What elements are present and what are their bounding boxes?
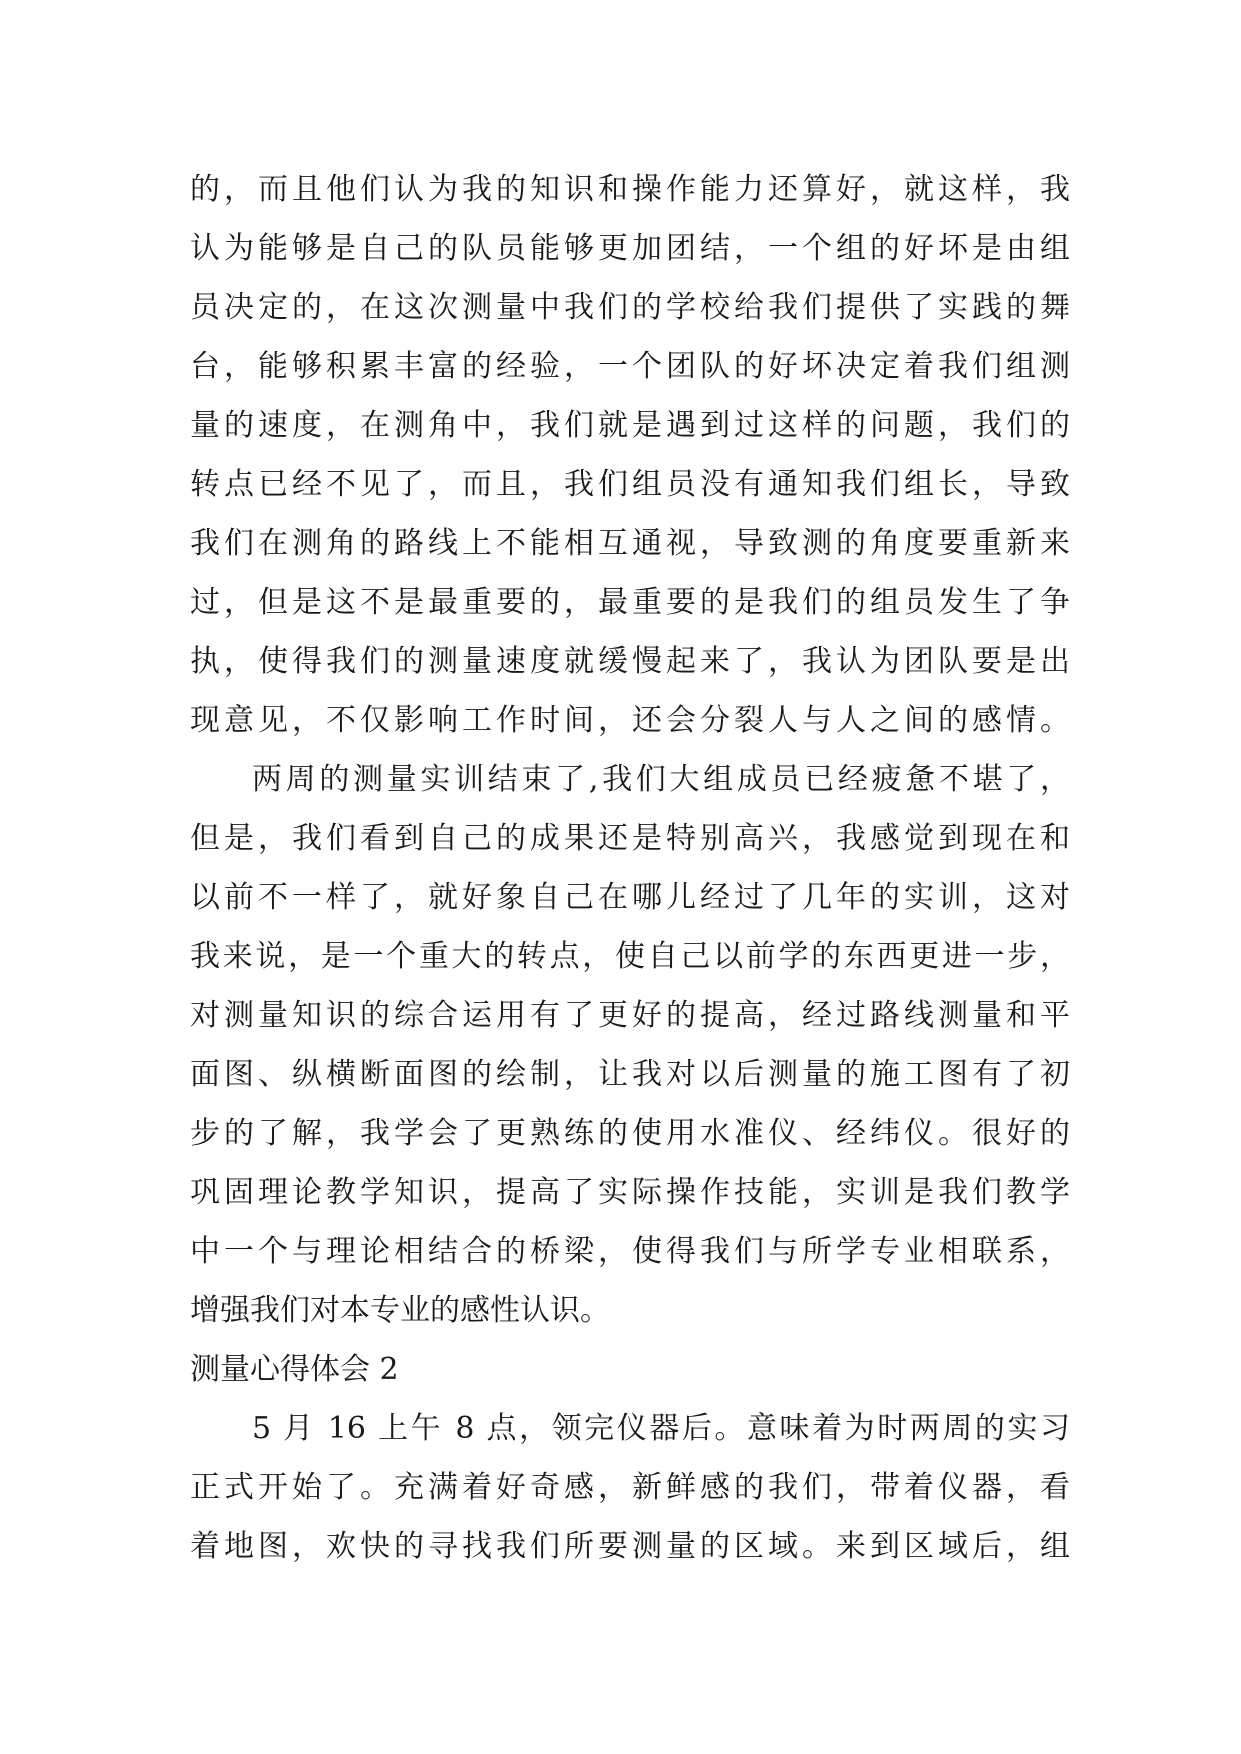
text-line: 员决定的，在这次测量中我们的学校给我们提供了实践的舞 <box>190 290 1070 325</box>
text-line: 我来说，是一个重大的转点，使自己以前学的东西更进一步， <box>190 939 1070 974</box>
text-line: 巩固理论教学知识，提高了实际操作技能，实训是我们教学 <box>190 1175 1070 1210</box>
document-page <box>190 160 1070 1576</box>
text-line: 5 月 16 上午 8 点，领完仪器后。意味着为时两周的实习 <box>252 1411 1070 1446</box>
text-line: 步的了解，我学会了更熟练的使用水准仪、经纬仪。很好的 <box>190 1116 1070 1151</box>
text-line: 对测量知识的综合运用有了更好的提高，经过路线测量和平 <box>190 998 1070 1033</box>
text-line: 中一个与理论相结合的桥梁，使得我们与所学专业相联系， <box>190 1234 1070 1269</box>
paragraph-continued <box>190 160 1070 750</box>
section-heading: 测量心得体会 2 <box>190 1352 399 1387</box>
text-line: 量的速度，在测角中，我们就是遇到过这样的问题，我们的 <box>190 408 1070 443</box>
text-line: 过，但是这不是最重要的，最重要的是我们的组员发生了争 <box>190 585 1070 620</box>
text-line: 执，使得我们的测量速度就缓慢起来了，我认为团队要是出 <box>190 644 1070 679</box>
text-line: 增强我们对本专业的感性认识。 <box>190 1293 610 1328</box>
paragraph-new-section <box>190 1399 1070 1576</box>
text-line: 的，而且他们认为我的知识和操作能力还算好，就这样，我 <box>190 172 1070 207</box>
text-line: 现意见，不仅影响工作时间，还会分裂人与人之间的感情。 <box>190 703 1070 738</box>
text-line: 我们在测角的路线上不能相互通视，导致测的角度要重新来 <box>190 526 1070 561</box>
text-line: 着地图，欢快的寻找我们所要测量的区域。来到区域后，组 <box>190 1529 1070 1564</box>
text-line: 以前不一样了，就好象自己在哪儿经过了几年的实训，这对 <box>190 880 1070 915</box>
paragraph-conclusion <box>190 750 1070 1340</box>
text-line: 台，能够积累丰富的经验，一个团队的好坏决定着我们组测 <box>190 349 1070 384</box>
text-line: 正式开始了。充满着好奇感，新鲜感的我们，带着仪器，看 <box>190 1470 1070 1505</box>
text-line: 但是，我们看到自己的成果还是特别高兴，我感觉到现在和 <box>190 821 1070 856</box>
text-line: 转点已经不见了，而且，我们组员没有通知我们组长，导致 <box>190 467 1070 502</box>
text-line: 两周的测量实训结束了,我们大组成员已经疲惫不堪了， <box>252 762 1070 797</box>
text-line: 认为能够是自己的队员能够更加团结，一个组的好坏是由组 <box>190 231 1070 266</box>
text-line: 面图、纵横断面图的绘制，让我对以后测量的施工图有了初 <box>190 1057 1070 1092</box>
